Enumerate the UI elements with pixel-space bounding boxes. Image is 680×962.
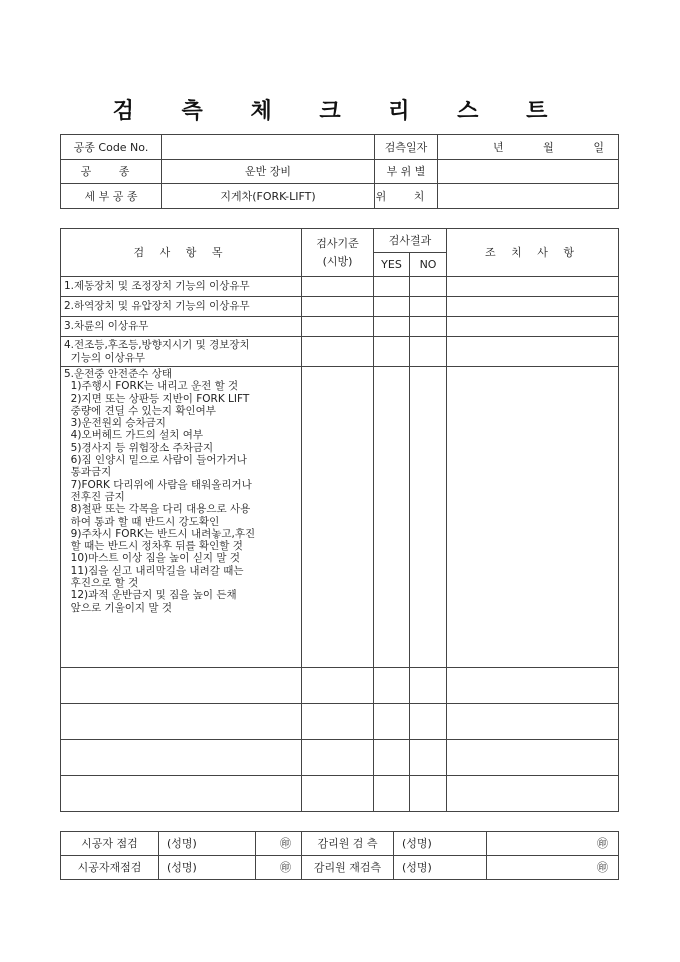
contractor-reinspection-label: 시공자재점검 [61, 856, 159, 880]
no-checkbox[interactable] [410, 704, 447, 740]
process-code-field[interactable] [162, 135, 375, 160]
checklist-table [60, 228, 619, 812]
header-criteria-line2: (시방) [322, 254, 353, 268]
header-items: 검 사 항 목 [61, 229, 302, 277]
date-year-label: 년 [493, 140, 504, 154]
date-month-label: 월 [543, 140, 554, 154]
process-code-label: 공종 Code No. [61, 135, 162, 160]
checklist-item: 2.하역장치 및 유압장치 기능의 이상유무 [61, 297, 302, 317]
yes-checkbox[interactable] [374, 317, 410, 337]
header-yes: YES [374, 253, 410, 277]
inspection-date-field[interactable] [438, 135, 619, 160]
section-label: 부 위 별 [375, 160, 438, 184]
yes-checkbox[interactable] [374, 740, 410, 776]
process-field[interactable]: 운반 장비 [162, 160, 375, 184]
yes-checkbox[interactable] [374, 668, 410, 704]
action-cell[interactable] [447, 337, 619, 367]
no-checkbox[interactable] [410, 668, 447, 704]
no-checkbox[interactable] [410, 337, 447, 367]
checklist-item: 3.차륜의 이상유무 [61, 317, 302, 337]
header-criteria [302, 229, 374, 277]
checklist-item: 5.운전중 안전준수 상태 1)주행시 FORK는 내리고 운전 할 것 2)지면 또는 상판등 지반이 FORK LIFT 중량에 견딜 수 있는지 확인여부 3)운전원외 승차금지 4)오버헤드 가드의 설치 여부 5)경사지 등 위험장소 주차금지 6)짐 인양시 밑으로 사람이 들어가거나 통과금지 7)FORK 다리위에 사람을 태워올리거나 전후진 금지 8)철판 또는 각목을 다리 대용으로 사용 하여 통과 할 때 반드시 강도확인 9)주차시 FORK는 반드시 내려놓고,후진 할 때는 반드시 정차후 뒤를 확인할 것 10)마스트 이상 짐을 높이 싣지 말 것 11)짐을 싣고 내리막길을 내려갈 때는 후진으로 할 것 12)과적 운반금지 및 짐을 높이 든채 앞으로 기울이지 말 것 [61, 367, 302, 668]
seal-icon: ㊞ [256, 832, 302, 856]
action-cell[interactable] [447, 367, 619, 668]
location-field[interactable] [438, 184, 619, 209]
action-cell[interactable] [447, 297, 619, 317]
criteria-cell[interactable] [302, 317, 374, 337]
action-cell[interactable] [447, 776, 619, 812]
action-cell[interactable] [447, 277, 619, 297]
process-label: 공 종 [61, 160, 162, 184]
info-table [60, 134, 619, 209]
seal-icon: ㊞ [256, 856, 302, 880]
seal-icon: ㊞ [487, 856, 619, 880]
page-title: 검 측 체 크 리 스 트 [112, 98, 568, 124]
criteria-cell[interactable] [302, 337, 374, 367]
section-field[interactable] [438, 160, 619, 184]
action-cell[interactable] [447, 704, 619, 740]
blank-item-row[interactable] [61, 704, 302, 740]
criteria-cell[interactable] [302, 704, 374, 740]
no-checkbox[interactable] [410, 776, 447, 812]
yes-checkbox[interactable] [374, 297, 410, 317]
criteria-cell[interactable] [302, 776, 374, 812]
yes-checkbox[interactable] [374, 337, 410, 367]
no-checkbox[interactable] [410, 297, 447, 317]
supervisor-reinspection-name-field[interactable]: (성명) [394, 856, 487, 880]
supervisor-inspection-label: 감리원 검 측 [302, 832, 394, 856]
contractor-inspection-label: 시공자 점검 [61, 832, 159, 856]
supervisor-reinspection-label: 감리원 재검측 [302, 856, 394, 880]
checklist-item: 1.제동장치 및 조정장치 기능의 이상유무 [61, 277, 302, 297]
action-cell[interactable] [447, 317, 619, 337]
location-label: 위 치 [375, 184, 438, 209]
blank-item-row[interactable] [61, 776, 302, 812]
criteria-cell[interactable] [302, 740, 374, 776]
yes-checkbox[interactable] [374, 776, 410, 812]
action-cell[interactable] [447, 740, 619, 776]
no-checkbox[interactable] [410, 317, 447, 337]
contractor-reinspection-name-field[interactable]: (성명) [159, 856, 256, 880]
header-action: 조 치 사 항 [447, 229, 619, 277]
date-day-label: 일 [593, 140, 604, 154]
no-checkbox[interactable] [410, 367, 447, 668]
supervisor-name-field[interactable]: (성명) [394, 832, 487, 856]
header-no: NO [410, 253, 447, 277]
no-checkbox[interactable] [410, 740, 447, 776]
yes-checkbox[interactable] [374, 367, 410, 668]
header-criteria-line1: 검사기준 [316, 236, 359, 250]
detail-label: 세 부 공 종 [61, 184, 162, 209]
criteria-cell[interactable] [302, 297, 374, 317]
yes-checkbox[interactable] [374, 277, 410, 297]
criteria-cell[interactable] [302, 668, 374, 704]
detail-field[interactable]: 지게차(FORK-LIFT) [162, 184, 375, 209]
checklist-item: 4.전조등,후조등,방향지시기 및 경보장치 기능의 이상유무 [61, 337, 302, 367]
no-checkbox[interactable] [410, 277, 447, 297]
contractor-name-field[interactable]: (성명) [159, 832, 256, 856]
action-cell[interactable] [447, 668, 619, 704]
criteria-cell[interactable] [302, 277, 374, 297]
seal-icon: ㊞ [487, 832, 619, 856]
criteria-cell[interactable] [302, 367, 374, 668]
blank-item-row[interactable] [61, 668, 302, 704]
inspection-date-label: 검측일자 [375, 135, 438, 160]
blank-item-row[interactable] [61, 740, 302, 776]
signature-table [60, 831, 619, 880]
yes-checkbox[interactable] [374, 704, 410, 740]
header-result: 검사결과 [374, 229, 447, 253]
